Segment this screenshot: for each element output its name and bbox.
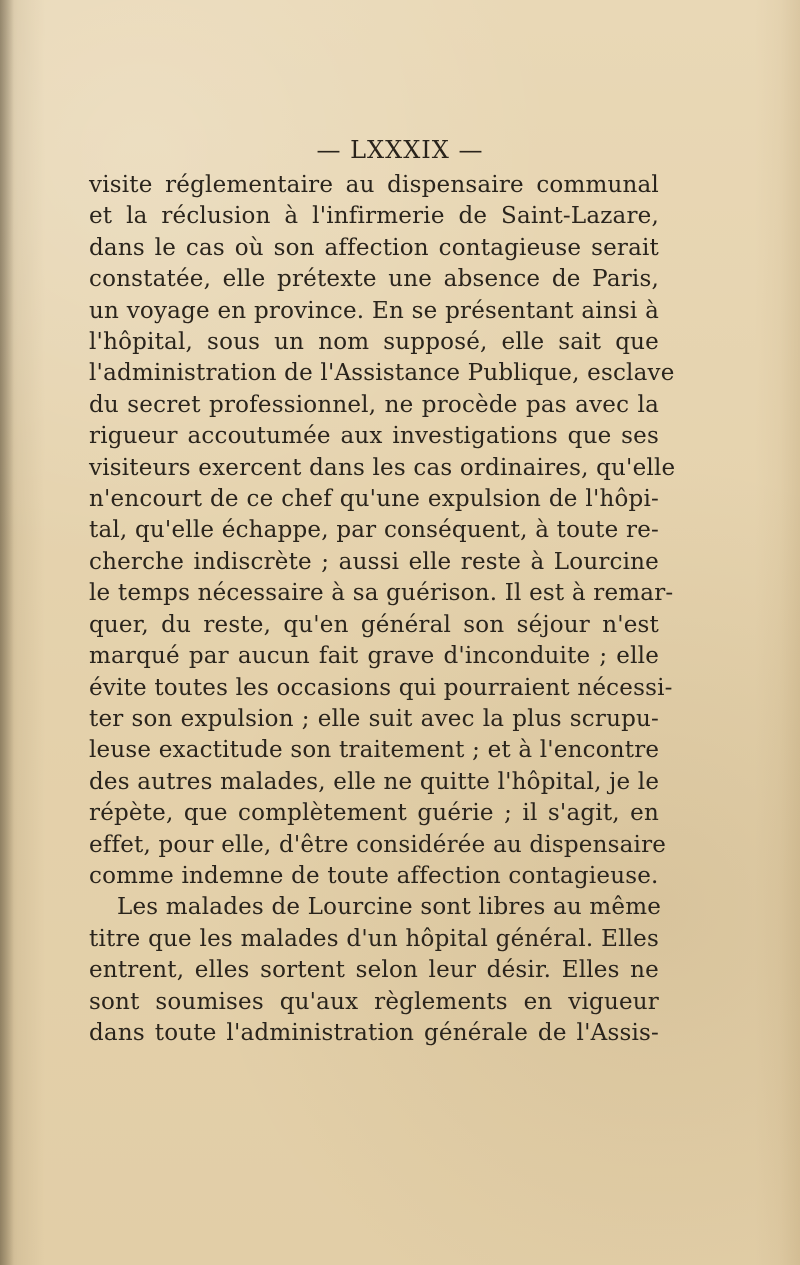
text-line-17: évite toutes les occasions qui pourraient nécessi- [89,674,673,701]
text-line-1: visite réglementaire au dispensaire communal [89,172,659,198]
text-line-22: effet, pour elle, d'être considérée au dispensaire [89,831,667,858]
text-line-7: l'administration de l'Assistance Publique, esclave [89,360,675,387]
text-line-15: quer, du reste, qu'en général son séjour n'est [89,611,659,638]
text-line-9: rigueur accoutumée aux investigations que ses [89,423,659,450]
text-line-21: répète, que complètement guérie ; il s'agit, en [89,800,659,827]
text-line-10: visiteurs exercent dans les cas ordinaires, qu'elle [89,454,676,481]
text-line-12: tal, qu'elle échappe, par conséquent, à toute re- [89,517,659,544]
text-line-25: titre que les malades d'un hôpital général. Elles [89,925,659,952]
text-line-6: l'hôpital, sous un nom supposé, elle sait que [89,329,659,356]
text-line-11: n'encourt de ce chef qu'une expulsion de l'hôpi- [89,486,659,513]
text-line-28: dans toute l'administration générale de l'Assis- [89,1019,659,1046]
text-line-26: entrent, elles sortent selon leur désir. Elles ne [89,957,659,984]
text-line-14: le temps nécessaire à sa guérison. Il est à remar- [89,580,674,607]
text-line-5: un voyage en province. En se présentant ainsi à [89,297,659,324]
text-line-23: comme indemne de toute affection contagieuse. [89,862,659,889]
text-line-18: ter son expulsion ; elle suit avec la plus scrupu- [89,705,659,732]
page-number-header: — LXXXIX — [316,136,484,164]
text-line-27: sont soumises qu'aux règlements en vigueur [89,988,659,1015]
text-line-2: et la réclusion à l'infirmerie de Saint-Lazare, [89,203,659,230]
text-line-24: Les malades de Lourcine sont libres au même [117,894,662,921]
text-line-16: marqué par aucun fait grave d'inconduite ; elle [89,643,659,670]
text-line-19: leuse exactitude son traitement ; et à l'encontre [89,737,660,764]
text-line-3: dans le cas où son affection contagieuse serait [89,234,659,261]
text-line-8: du secret professionnel, ne procède pas avec la [89,391,659,418]
text-line-4: constatée, elle prétexte une absence de Paris, [89,266,659,293]
text-line-13: cherche indiscrète ; aussi elle reste à Lourcine [89,548,659,575]
text-line-20: des autres malades, elle ne quitte l'hôpital, je le [89,768,660,795]
page-binding-shadow [0,0,14,1265]
body-text [89,170,676,1049]
